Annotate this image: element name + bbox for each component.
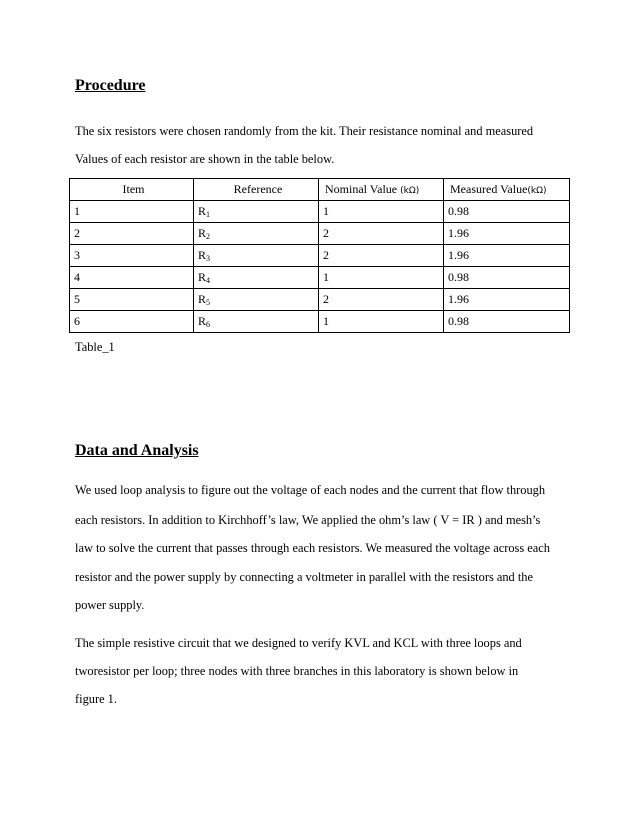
cell-nominal: 2 — [319, 223, 444, 245]
analysis-p2-line-2: tworesistor per loop; three nodes with three branches in this laboratory is shown below in — [75, 664, 519, 678]
analysis-p1-line-1: We used loop analysis to figure out the voltage of each nodes and the current that flow through — [75, 483, 546, 497]
procedure-line-2: Values of each resistor are shown in the table below. — [75, 152, 335, 166]
cell-nominal: 2 — [319, 289, 444, 311]
cell-item: 3 — [70, 245, 194, 267]
header-item: Item — [70, 179, 194, 201]
cell-reference: $R_1$ — [194, 201, 319, 223]
cell-measured: 0.98 — [444, 201, 570, 223]
cell-reference: $R_4$ — [194, 267, 319, 289]
cell-measured: 1.96 — [444, 245, 570, 267]
analysis-p2-line-1: The simple resistive circuit that we designed to verify KVL and KCL with three loops and — [75, 636, 522, 650]
cell-measured: 1.96 — [444, 223, 570, 245]
cell-reference: $R_3$ — [194, 245, 319, 267]
analysis-heading: Data and Analysis — [75, 442, 199, 459]
cell-nominal: 1 — [319, 201, 444, 223]
cell-item: 2 — [70, 223, 194, 245]
table-header-row — [70, 179, 570, 201]
cell-nominal: 1 — [319, 311, 444, 333]
table-row — [70, 267, 570, 289]
cell-measured: 1.96 — [444, 289, 570, 311]
analysis-p1-line-2: each resistors. In addition to Kirchhoff’s law, We applied the ohm’s law ( V = IR ) and mesh’s — [75, 513, 541, 527]
table-row — [70, 245, 570, 267]
table-row — [70, 201, 570, 223]
cell-item: 1 — [70, 201, 194, 223]
cell-item: 4 — [70, 267, 194, 289]
procedure-heading: Procedure — [75, 77, 146, 94]
cell-item: 5 — [70, 289, 194, 311]
header-nominal: Nominal Value (kΩ) — [319, 179, 444, 201]
resistor-table — [69, 178, 570, 333]
analysis-p1-line-3: law to solve the current that passes through each resistors. We measured the voltage across each — [75, 541, 550, 555]
procedure-line-1: The six resistors were chosen randomly from the kit. Their resistance nominal and measured — [75, 124, 534, 138]
analysis-p2-line-3: figure 1. — [75, 692, 117, 706]
table-row — [70, 289, 570, 311]
cell-reference: $R_2$ — [194, 223, 319, 245]
analysis-p1-line-4: resistor and the power supply by connecting a voltmeter in parallel with the resistors and the — [75, 570, 533, 584]
header-reference: Reference — [194, 179, 319, 201]
table-row — [70, 311, 570, 333]
cell-reference: $R_5$ — [194, 289, 319, 311]
table-caption: Table_1 — [75, 340, 115, 354]
cell-nominal: 1 — [319, 267, 444, 289]
cell-measured: 0.98 — [444, 311, 570, 333]
analysis-p1-line-5: power supply. — [75, 598, 145, 612]
table-row — [70, 223, 570, 245]
header-measured: Measured Value(kΩ) — [444, 179, 570, 201]
cell-measured: 0.98 — [444, 267, 570, 289]
cell-item: 6 — [70, 311, 194, 333]
cell-nominal: 2 — [319, 245, 444, 267]
cell-reference: $R_6$ — [194, 311, 319, 333]
